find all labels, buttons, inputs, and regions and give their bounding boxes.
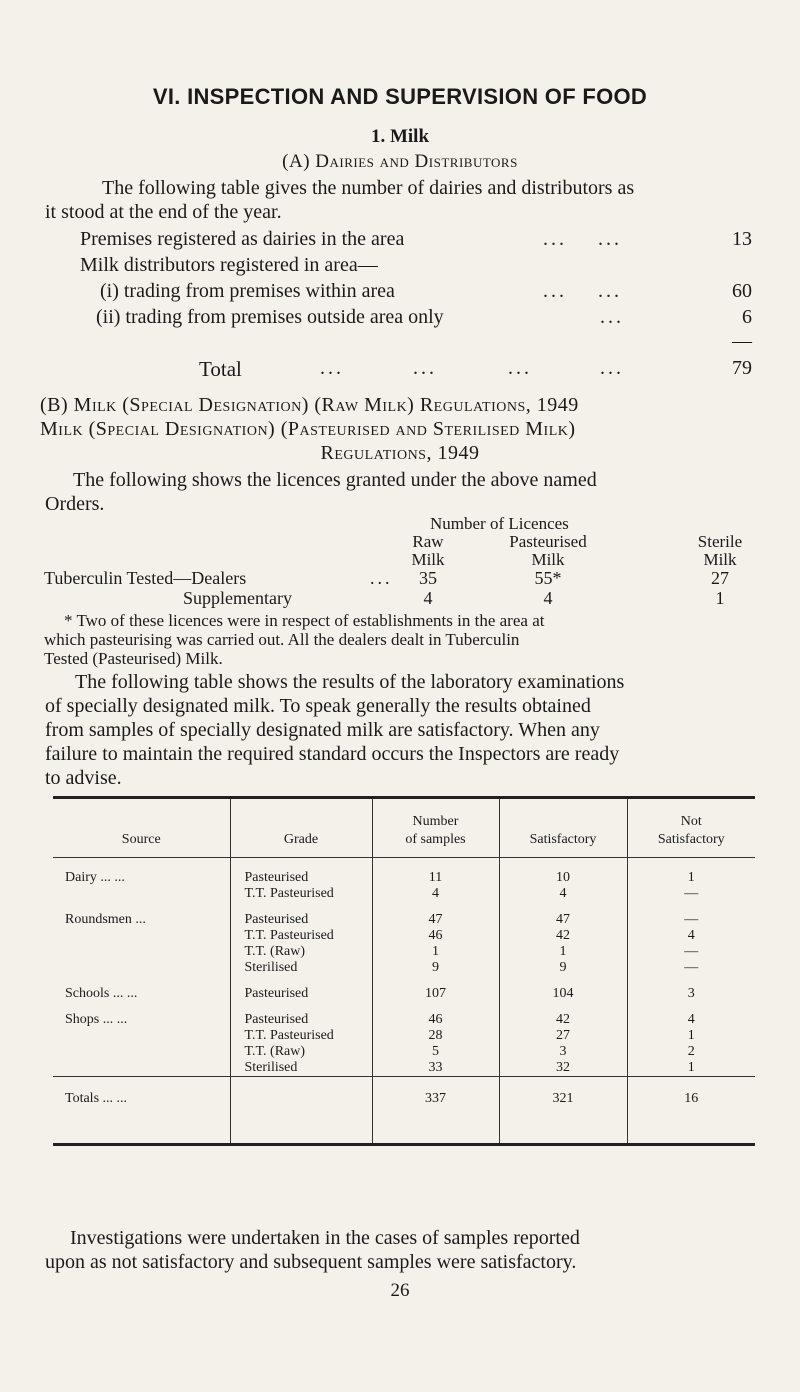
- grade-cell: Sterilised: [230, 1060, 372, 1077]
- not-satisfactory-cell: 1: [627, 1028, 755, 1044]
- grade-cell: T.T. (Raw): [230, 1044, 372, 1060]
- para-a-line1: The following table gives the number of dairies and distributors as: [102, 177, 635, 199]
- dairies-label: Premises registered as dairies in the area: [80, 228, 405, 250]
- not-satisfactory-cell: 1: [627, 858, 755, 887]
- footnote-line3: Tested (Pasteurised) Milk.: [44, 649, 223, 668]
- spacer-cell: [53, 976, 230, 986]
- licences-sterile-dealers: 27: [711, 568, 729, 588]
- table-row: [53, 858, 755, 887]
- licences-col-raw-sub: Milk: [411, 550, 445, 569]
- not-satisfactory-cell: —: [627, 912, 755, 928]
- totals-grade-empty: [230, 1077, 372, 1145]
- licences-raw-dealers: 35: [419, 568, 437, 588]
- total-rule: —: [732, 330, 752, 352]
- within-area-value: 60: [732, 280, 752, 302]
- para-a-line2: it stood at the end of the year.: [45, 201, 282, 223]
- distributors-label: Milk distributors registered in area—: [80, 254, 378, 276]
- dots: ...: [508, 357, 532, 379]
- table-row: [53, 986, 755, 1002]
- within-area-label: (i) trading from premises within area: [100, 280, 395, 302]
- group-spacer: [53, 976, 755, 986]
- grade-cell: T.T. Pasteurised: [230, 886, 372, 902]
- source-cell: Dairy ... ...: [65, 870, 125, 885]
- table-row: [53, 928, 755, 944]
- section-title: 1. Milk: [370, 126, 430, 147]
- table-header-row: [53, 798, 755, 858]
- spacer-cell: [627, 1002, 755, 1012]
- source-cell: [53, 886, 230, 902]
- source-cell: [53, 1044, 230, 1060]
- satisfactory-cell: 104: [499, 986, 627, 1002]
- table-row: [53, 944, 755, 960]
- licences-col-pasteurised: Pasteurised: [509, 532, 587, 551]
- outside-area-label: (ii) trading from premises outside area only: [96, 306, 444, 328]
- licences-col-sterile-sub: Milk: [703, 550, 737, 569]
- totals-satisfactory: 321: [499, 1077, 627, 1145]
- satisfactory-cell: 4: [499, 886, 627, 902]
- para-d-line1: Investigations were undertaken in the cases of samples reported: [70, 1227, 580, 1249]
- licences-col-pasteurised-sub: Milk: [531, 550, 565, 569]
- dots: ...: [600, 357, 624, 379]
- para-b-line2: Orders.: [45, 493, 105, 515]
- satisfactory-cell: 32: [499, 1060, 627, 1077]
- footnote-line1: * Two of these licences were in respect of establishments in the area at: [64, 611, 545, 630]
- number-cell: 11: [372, 858, 499, 887]
- grade-cell: T.T. Pasteurised: [230, 1028, 372, 1044]
- grade-cell: T.T. Pasteurised: [230, 928, 372, 944]
- not-satisfactory-cell: 2: [627, 1044, 755, 1060]
- para-c-line3: from samples of specially designated milk are satisfactory. When any: [45, 719, 600, 741]
- dots: ...: [370, 568, 393, 588]
- number-cell: 46: [372, 1012, 499, 1028]
- totals-row: [53, 1077, 755, 1145]
- satisfactory-cell: 47: [499, 912, 627, 928]
- para-c-line1: The following table shows the results of the laboratory examinations: [75, 671, 625, 693]
- outside-area-value: 6: [742, 306, 752, 328]
- source-cell: [53, 1028, 230, 1044]
- milk-examination-table: [53, 796, 755, 1146]
- licences-col-sterile: Sterile: [697, 532, 743, 551]
- not-satisfactory-cell: —: [627, 944, 755, 960]
- col-not-satisfactory: Not Satisfactory: [627, 798, 755, 858]
- not-satisfactory-cell: —: [627, 886, 755, 902]
- group-spacer: [53, 1002, 755, 1012]
- spacer-cell: [627, 902, 755, 912]
- footnote-line2: which pasteurising was carried out. All the dealers dealt in Tuberculin: [44, 630, 520, 649]
- source-cell: Shops ... ...: [65, 1012, 128, 1027]
- source-cell: Schools ... ...: [65, 986, 138, 1001]
- totals-label: Totals ... ...: [53, 1077, 230, 1145]
- not-satisfactory-cell: 3: [627, 986, 755, 1002]
- table-row: [53, 1044, 755, 1060]
- number-cell: 9: [372, 960, 499, 976]
- satisfactory-cell: 3: [499, 1044, 627, 1060]
- satisfactory-cell: 9: [499, 960, 627, 976]
- table-row: [53, 886, 755, 902]
- source-cell: Roundsmen ...: [65, 912, 146, 927]
- dots: ...: [543, 228, 567, 250]
- grade-cell: Pasteurised: [230, 858, 372, 887]
- table-row: [53, 912, 755, 928]
- licences-raw-supplementary: 4: [423, 588, 433, 608]
- number-cell: 4: [372, 886, 499, 902]
- grade-cell: Sterilised: [230, 960, 372, 976]
- licences-pasteurised-dealers: 55*: [534, 568, 562, 588]
- spacer-cell: [53, 1002, 230, 1012]
- spacer-cell: [53, 902, 230, 912]
- spacer-cell: [230, 1002, 372, 1012]
- licences-pasteurised-supplementary: 4: [543, 588, 553, 608]
- table-row: [53, 1060, 755, 1077]
- subsection-b-line2: Milk (Special Designation) (Pasteurised and Sterilised Milk): [40, 418, 576, 440]
- licences-sterile-supplementary: 1: [715, 588, 725, 608]
- grade-cell: T.T. (Raw): [230, 944, 372, 960]
- not-satisfactory-cell: 1: [627, 1060, 755, 1077]
- total-value: 79: [732, 357, 752, 379]
- number-cell: 28: [372, 1028, 499, 1044]
- grade-cell: Pasteurised: [230, 912, 372, 928]
- para-c-line2: of specially designated milk. To speak generally the results obtained: [45, 695, 591, 717]
- spacer-cell: [230, 902, 372, 912]
- dots: ...: [598, 228, 622, 250]
- subsection-b-line1: (B) Milk (Special Designation) (Raw Milk) Regulations, 1949: [40, 394, 579, 416]
- satisfactory-cell: 10: [499, 858, 627, 887]
- not-satisfactory-cell: —: [627, 960, 755, 976]
- col-source: Source: [53, 798, 230, 858]
- licences-col-raw: Raw: [412, 532, 444, 551]
- total-label: Total: [199, 357, 242, 381]
- number-cell: 5: [372, 1044, 499, 1060]
- col-number: Number of samples: [372, 798, 499, 858]
- satisfactory-cell: 42: [499, 928, 627, 944]
- dots: ...: [413, 357, 437, 379]
- licences-row2-label: Supplementary: [183, 588, 292, 608]
- not-satisfactory-cell: 4: [627, 928, 755, 944]
- table-row: [53, 960, 755, 976]
- grade-cell: Pasteurised: [230, 1012, 372, 1028]
- dots: ...: [598, 280, 622, 302]
- satisfactory-cell: 27: [499, 1028, 627, 1044]
- subsection-a-title: (A) Dairies and Distributors: [282, 151, 518, 172]
- spacer-cell: [499, 1002, 627, 1012]
- number-cell: 1: [372, 944, 499, 960]
- spacer-cell: [499, 976, 627, 986]
- dots: ...: [543, 280, 567, 302]
- spacer-cell: [499, 902, 627, 912]
- table-row: [53, 1028, 755, 1044]
- group-spacer: [53, 902, 755, 912]
- source-cell: [53, 928, 230, 944]
- licences-header: Number of Licences: [430, 514, 569, 533]
- source-cell: [53, 944, 230, 960]
- licences-row1-label: Tuberculin Tested—Dealers: [44, 568, 247, 588]
- col-grade: Grade: [230, 798, 372, 858]
- spacer-cell: [372, 1002, 499, 1012]
- number-cell: 47: [372, 912, 499, 928]
- satisfactory-cell: 1: [499, 944, 627, 960]
- spacer-cell: [627, 976, 755, 986]
- source-cell: [53, 960, 230, 976]
- para-c-line4: failure to maintain the required standard occurs the Inspectors are ready: [45, 743, 620, 765]
- dots: ...: [320, 357, 344, 379]
- col-satisfactory: Satisfactory: [499, 798, 627, 858]
- number-cell: 33: [372, 1060, 499, 1077]
- grade-cell: Pasteurised: [230, 986, 372, 1002]
- source-cell: [53, 1060, 230, 1077]
- subsection-b-line3: Regulations, 1949: [320, 442, 480, 464]
- totals-number: 337: [372, 1077, 499, 1145]
- spacer-cell: [372, 902, 499, 912]
- table-body: [53, 858, 755, 1145]
- satisfactory-cell: 42: [499, 1012, 627, 1028]
- chapter-heading: VI. INSPECTION AND SUPERVISION OF FOOD: [152, 84, 648, 109]
- spacer-cell: [230, 976, 372, 986]
- number-cell: 46: [372, 928, 499, 944]
- para-b-line1: The following shows the licences granted under the above named: [73, 469, 597, 491]
- number-cell: 107: [372, 986, 499, 1002]
- page-number: 26: [390, 1280, 410, 1301]
- table-row: [53, 1012, 755, 1028]
- not-satisfactory-cell: 4: [627, 1012, 755, 1028]
- dots: ...: [600, 306, 624, 328]
- para-c-line5: to advise.: [45, 767, 122, 789]
- para-d-line2: upon as not satisfactory and subsequent samples were satisfactory.: [45, 1251, 577, 1273]
- spacer-cell: [372, 976, 499, 986]
- dairies-value: 13: [732, 228, 752, 250]
- totals-not-satisfactory: 16: [627, 1077, 755, 1145]
